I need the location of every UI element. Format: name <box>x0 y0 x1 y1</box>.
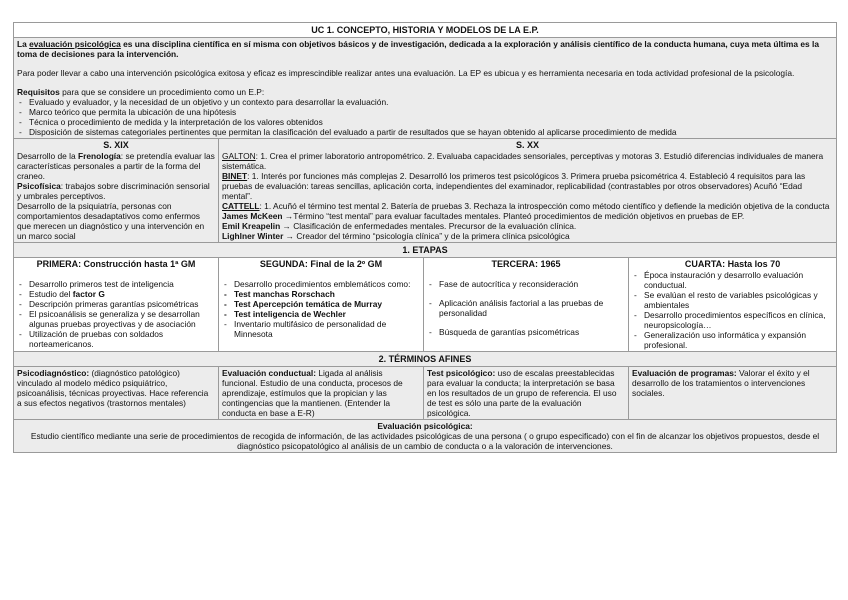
intro-term: evaluación psicológica <box>29 39 121 49</box>
intro-section <box>14 38 837 139</box>
etapa-segunda <box>219 258 424 352</box>
list-item: - Desarrollo primeros test de inteligencia <box>17 279 215 289</box>
footer-definition <box>14 420 837 453</box>
s19-frenologia: Desarrollo de la Frenología: se pretendía evaluar las características personales a partir de la forma del craneo. <box>17 151 215 181</box>
s19-section <box>14 139 219 243</box>
termino-evaluacion-conductual: Evaluación conductual: Ligada al análisis funcional. Estudio de una conducta, procesos de aprendizaje, estímulos que la propician y las contingencias que la mantienen. (Entender la conducta en base a E-R) <box>219 367 424 420</box>
terminos-title: 2. TÉRMINOS AFINES <box>14 352 837 367</box>
list-item: - Desarrollo procedimientos específicos en clínica, neuropsicología… <box>632 310 833 330</box>
list-item: - Época instauración y desarrollo evaluación conductual. <box>632 270 833 290</box>
s20-kraepelin: Emil Kreapelin → Clasificación de enfermedades mentales. Precursor de la evaluación clínica. <box>222 221 577 231</box>
etapa-cuarta <box>629 258 837 352</box>
footer-title: Evaluación psicológica: <box>377 421 473 431</box>
s19-heading: S. XIX <box>103 140 129 150</box>
s20-galton: GALTON: 1. Crea el primer laboratorio antropométrico. 2. Evaluaba capacidades sensoriales, perceptivas y motoras 3. Estudió diferencias individuales de manera sistemática. <box>222 151 824 171</box>
s20-binet: BINET: 1. Interés por funciones más complejas 2. Desarrolló los primeros test psicológicos 3. Primera prueba psicométrica 4. Estableció 4 requisitos para las pruebas de evaluación: tareas sencillas, aplicación corta, independientes del examinador, replicabilidad (contrastables por otros observadores) Acuñó “Edad mental”. <box>222 171 806 201</box>
list-item: - Generalización uso informática y expansión profesional. <box>632 330 833 350</box>
document-page <box>13 22 836 453</box>
s20-mckeen: James McKeen →Término “test mental” para evaluar facultades mentales. Planteó procedimientos de medición objetivos en pruebas de EP. <box>222 211 745 221</box>
termino-evaluacion-programas: Evaluación de programas: Valorar el éxito y el desarrollo de los tratamientos o intervenciones sociales. <box>629 367 837 420</box>
list-item: - Desarrollo procedimientos emblemáticos como: <box>222 279 420 289</box>
list-item: - Inventario multifásico de personalidad de Minnesota <box>222 319 420 339</box>
s20-section <box>219 139 837 243</box>
list-item: - Disposición de sistemas categoriales pertinentes que permitan la clasificación del evaluado a partir de resultados que se hayan obtenido al aplicarse procedimiento de medida <box>17 127 833 137</box>
list-item: - Test inteligencia de Wechler <box>222 309 420 319</box>
intro-definition: La evaluación psicológica es una disciplina científica en sí misma con objetivos básicos y de investigación, dedicada a la exploración y análisis científico de la conducta humana, cuya meta última es la toma de decisiones para la intervención. <box>17 39 819 59</box>
list-item: - Estudio del factor G <box>17 289 215 299</box>
etapa-primera-heading: PRIMERA: Construcción hasta 1ª GM <box>36 259 196 269</box>
termino-test-psicologico: Test psicológico: uso de escalas preestablecidas para evaluar la conducta; la interpretación se basa en los resultados de un grupo de referencia. El uso de test es sólo una parte de la evaluación psicológica. <box>424 367 629 420</box>
intro-paragraph: Para poder llevar a cabo una intervención psicológica exitosa y eficaz es imprescindible realizar antes una evaluación. La EP es ubicua y es herramienta necesaria en toda actividad profesional de la psicología. <box>17 68 795 78</box>
list-item: - Test Apercepción temática de Murray <box>222 299 420 309</box>
list-item: - Descripción primeras garantías psicométricas <box>17 299 215 309</box>
list-item: - Fase de autocrítica y reconsideración <box>427 279 625 289</box>
s20-witmer: Lighlner Winter → Creador del término “psicología clínica” y de la primera clínica psicológica <box>222 231 570 241</box>
etapa-segunda-heading: SEGUNDA: Final de la 2º GM <box>259 259 383 269</box>
list-item: - Aplicación análisis factorial a las pruebas de personalidad <box>427 298 625 318</box>
requirements-list <box>17 97 833 137</box>
requirements-heading: Requisitos para que se considere un procedimiento como un E.P: <box>17 87 265 97</box>
etapa-tercera-heading: TERCERA: 1965 <box>491 259 561 269</box>
etapa-cuarta-heading: CUARTA: Hasta los 70 <box>684 259 781 269</box>
etapas-title: 1. ETAPAS <box>14 243 837 258</box>
etapa-primera <box>14 258 219 352</box>
list-item: - Búsqueda de garantías psicométricas <box>427 327 625 337</box>
list-item: - Técnica o procedimiento de medida y la interpretación de los valores obtenidos <box>17 117 833 127</box>
s19-psicofisica: Psicofísica: trabajos sobre discriminación sensorial y umbrales perceptivos. <box>17 181 210 201</box>
footer-text: Estudio científico mediante una serie de procedimientos de recogida de información, de las actividades psicológicas de una persona ( o grupo especificado) con el fin de alcanzar los objetivos propuestos, desde el diagnóstico psicopatológico al análisis de un cambio de conducta o a la valoración de intervenciones. <box>30 431 820 451</box>
list-item: - Test manchas Rorschach <box>222 289 420 299</box>
s20-cattell: CATTELL: 1. Acuñó el término test mental 2. Batería de pruebas 3. Rechaza la introspección como método científico y defiende la medición objetiva de la conducta <box>222 201 830 211</box>
document-title: UC 1. CONCEPTO, HISTORIA Y MODELOS DE LA E.P. <box>14 23 837 38</box>
list-item: - Se evalúan el resto de variables psicológicas y ambientales <box>632 290 833 310</box>
summary-table <box>13 22 837 453</box>
list-item: - Marco teórico que permita la ubicación de una hipótesis <box>17 107 833 117</box>
list-item: - El psicoanálisis se generaliza y se desarrollan algunas pruebas proyectivas y de asociación <box>17 309 215 329</box>
s19-psiquiatria: Desarrollo de la psiquiatría, personas con comportamientos desadaptativos como enfermos que merecen un diagnóstico y una intervención en un marco social <box>17 201 205 241</box>
termino-psicodiagnostico: Psicodiagnóstico: (diagnóstico patológico) vinculado al modelo médico psiquiátrico, psicoanálisis, técnicas proyectivas. Hace referencia a sus efectos negativos (trastornos mentales) <box>14 367 219 420</box>
etapa-tercera <box>424 258 629 352</box>
list-item: - Evaluado y evaluador, y la necesidad de un objetivo y un contexto para desarrollar la evaluación. <box>17 97 833 107</box>
s20-heading: S. XX <box>516 140 540 150</box>
list-item: - Utilización de pruebas con soldados norteamericanos. <box>17 329 215 349</box>
